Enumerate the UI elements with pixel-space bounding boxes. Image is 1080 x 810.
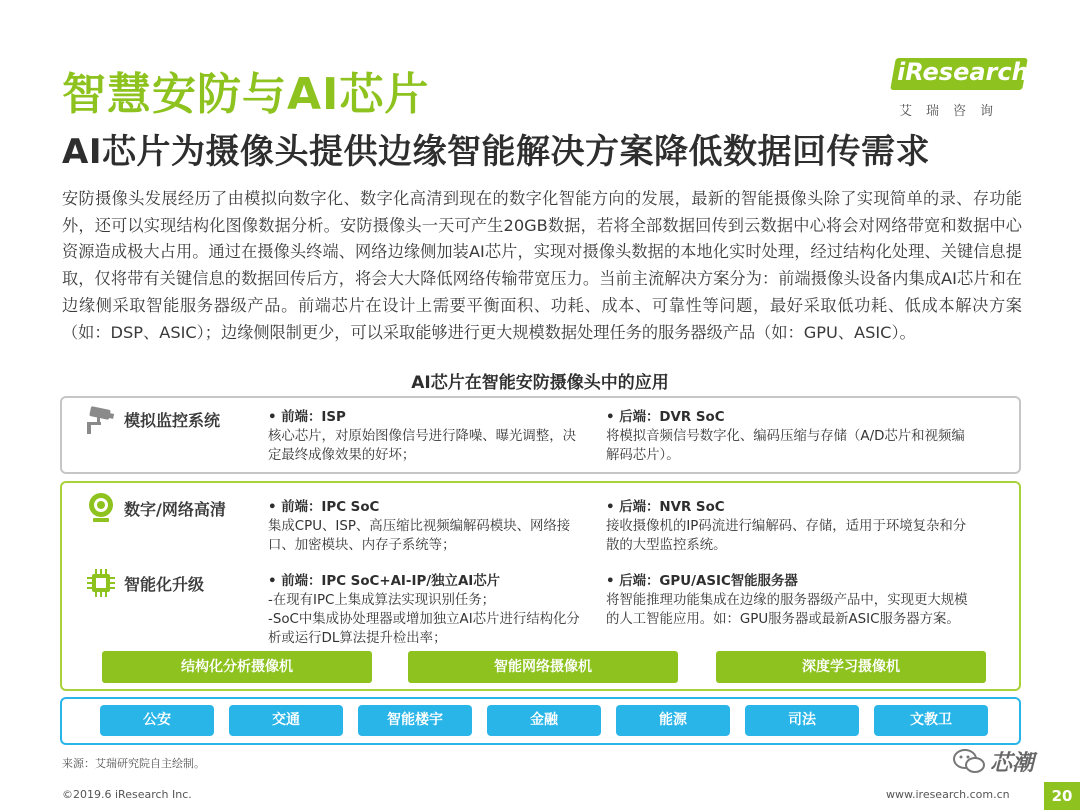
industry-judicial: 司法 xyxy=(745,705,859,736)
intelligent-back-heading: • 后端：GPU/ASIC智能服务器 xyxy=(606,574,798,589)
source-note: 来源：艾瑞研究院自主绘制。 xyxy=(62,757,205,770)
digital-back-heading: • 后端：NVR SoC xyxy=(606,500,725,515)
watermark-text: 芯潮 xyxy=(990,751,1035,776)
analog-front-column xyxy=(268,408,588,465)
category-label: 数字/网络高清 xyxy=(124,499,226,519)
logo-text: iResearch xyxy=(897,58,1029,86)
industry-smart-building: 智能楼宇 xyxy=(358,705,472,736)
intelligent-back-column xyxy=(606,572,976,629)
intelligent-front-heading: • 前端：IPC SoC+AI-IP/独立AI芯片 xyxy=(268,574,501,589)
footer-url: www.iresearch.com.cn xyxy=(886,788,1010,801)
intelligent-front-line1: -在现有IPC上集成算法实现识别任务； xyxy=(268,593,496,608)
category-label: 模拟监控系统 xyxy=(124,410,221,430)
digital-front-heading: • 前端：IPC SoC xyxy=(268,500,380,515)
analog-front-heading: • 前端：ISP xyxy=(268,410,346,425)
industry-public-security: 公安 xyxy=(100,705,214,736)
category-intelligent xyxy=(84,566,204,600)
page-title: 智慧安防与AI芯片 xyxy=(62,69,430,120)
intelligent-back-desc: 将智能推理功能集成在边缘的服务器级产品中，实现更大规模的人工智能应用。如：GPU服务器或最新ASIC服务器方案。 xyxy=(606,593,968,627)
watermark xyxy=(952,746,1034,777)
camera-type-smart-network: 智能网络摄像机 xyxy=(408,651,678,683)
industry-education-health: 文教卫 xyxy=(874,705,988,736)
iresearch-logo xyxy=(893,56,1033,120)
logo-cn-text: 艾瑞咨询 xyxy=(899,104,1008,119)
intro-paragraph: 安防摄像头发展经历了由模拟向数字化、数字化高清到现在的数字化智能方向的发展，最新的智能摄像头除了实现简单的录、存功能外，还可以实现结构化图像数据分析。安防摄像头一天可产生20GB数据，若将全部数据回传到云数据中心将会对网络带宽和数据中心资源造成极大占用。通过在摄像头终端、网络边缘侧加装AI芯片，实现对摄像头数据的本地化实时处理，经过结构化处理、关键信息提取，仅将带有关键信息的数据回传后方，将会大大降低网络传输带宽压力。当前主流解决方案分为：前端摄像头设备内集成AI芯片和在边缘侧采取智能服务器级产品。前端芯片在设计上需要平衡面积、功耗、成本、可靠性等问题，最好采取低功耗、低成本解决方案（如：DSP、ASIC）；边缘侧限制更少，可以采取能够进行更大规模数据处理任务的服务器级产品（如：GPU、ASIC）。 xyxy=(62,189,1022,342)
analog-front-desc: 核心芯片，对原始图像信号进行降噪、曝光调整，决定最终成像效果的好坏； xyxy=(268,429,576,463)
copyright: ©2019.6 iResearch Inc. xyxy=(62,788,192,801)
category-analog xyxy=(84,402,220,436)
camera-type-structured: 结构化分析摄像机 xyxy=(102,651,372,683)
webcam-icon xyxy=(84,491,118,525)
digital-front-column xyxy=(268,498,588,555)
digital-front-desc: 集成CPU、ISP、高压缩比视频编解码模块、网络接口、加密模块、内存子系统等； xyxy=(268,519,571,553)
industry-transport: 交通 xyxy=(229,705,343,736)
cctv-camera-icon xyxy=(84,402,118,436)
analog-back-desc: 将模拟音频信号数字化、编码压缩与存储（A/D芯片和视频编解码芯片）。 xyxy=(606,429,965,463)
section-title: AI芯片在智能安防摄像头中的应用 xyxy=(411,373,669,393)
category-label: 智能化升级 xyxy=(124,574,205,594)
digital-back-column xyxy=(606,498,976,555)
industry-energy: 能源 xyxy=(616,705,730,736)
page-subtitle: AI芯片为摄像头提供边缘智能解决方案降低数据回传需求 xyxy=(62,132,930,172)
camera-type-deep-learning: 深度学习摄像机 xyxy=(716,651,986,683)
analog-back-heading: • 后端：DVR SoC xyxy=(606,410,725,425)
digital-back-desc: 接收摄像机的IP码流进行编解码、存储，适用于环境复杂和分散的大型监控系统。 xyxy=(606,519,967,553)
intelligent-front-line2: -SoC中集成协处理器或增加独立AI芯片进行结构化分析或运行DL算法提升检出率； xyxy=(268,612,580,646)
wechat-icon xyxy=(952,747,986,777)
industry-finance: 金融 xyxy=(487,705,601,736)
page-number: 20 xyxy=(1044,782,1080,810)
chip-icon xyxy=(84,566,118,600)
analog-back-column xyxy=(606,408,976,465)
category-digital xyxy=(84,491,226,525)
intelligent-front-column xyxy=(268,572,593,648)
